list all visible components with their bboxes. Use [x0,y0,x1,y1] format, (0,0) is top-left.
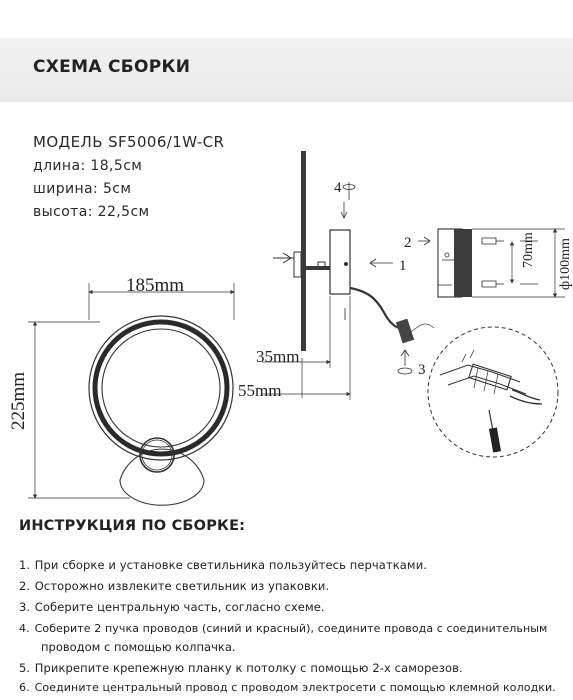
step-2-marker: 2 [404,235,412,251]
step-1-marker: 1 [399,258,407,274]
step-text: Прикрепите крепежную планку к потолку с помощью 2-х саморезов. [34,661,463,675]
mounting-bracket [418,229,565,297]
step-item [19,661,463,675]
step-number: 5. [19,661,31,675]
page-title: СХЕМА СБОРКИ [33,57,191,77]
dim-55-label: 55mm [238,381,282,400]
step-text-continuation: проводом с помощью колпачка. [41,640,236,654]
dim-70-label: 70mm [521,232,536,268]
spec-length: длина: 18,5см [33,158,143,174]
step-text: Соберите центральную часть, согласно схеме. [34,600,325,614]
spec-height: высота: 22,5см [33,204,150,220]
step-item [19,681,556,694]
step-number: 4. [19,622,30,635]
spec-width: ширина: 5см [33,181,132,197]
step-4-marker: 4 [334,180,342,196]
dim-35-label: 35mm [256,347,300,366]
step-text: Соберите 2 пучка проводов (синий и красный), соедините провода с соединительным [34,622,548,635]
dim-height-label: 225mm [8,371,29,430]
step-item [19,558,427,572]
step-number: 2. [19,579,31,593]
step-number: 1. [19,558,31,572]
step-number: 3. [19,600,31,614]
dim-100-label: ф100mm [558,238,573,290]
dim-width-label: 185mm [126,275,185,296]
front-view [28,283,234,505]
step-item [19,622,547,635]
step-item [19,600,325,614]
step-number: 6. [19,681,30,694]
spin-arrow-icon [343,182,355,200]
terminal-detail [428,327,558,457]
step-item [19,579,329,593]
step-text: Осторожно извлеките светильник из упаковки. [34,579,330,593]
step-text: При сборке и установке светильника пользуйтесь перчатками. [34,558,428,572]
step-text: Соедините центральный провод с проводом электросети с помощью клемной колодки. [34,681,556,694]
step-3-marker: 3 [418,362,426,378]
model-name: МОДЕЛЬ SF5006/1W-CR [33,133,225,151]
instructions-title: ИНСТРУКЦИЯ ПО СБОРКЕ: [19,518,246,534]
